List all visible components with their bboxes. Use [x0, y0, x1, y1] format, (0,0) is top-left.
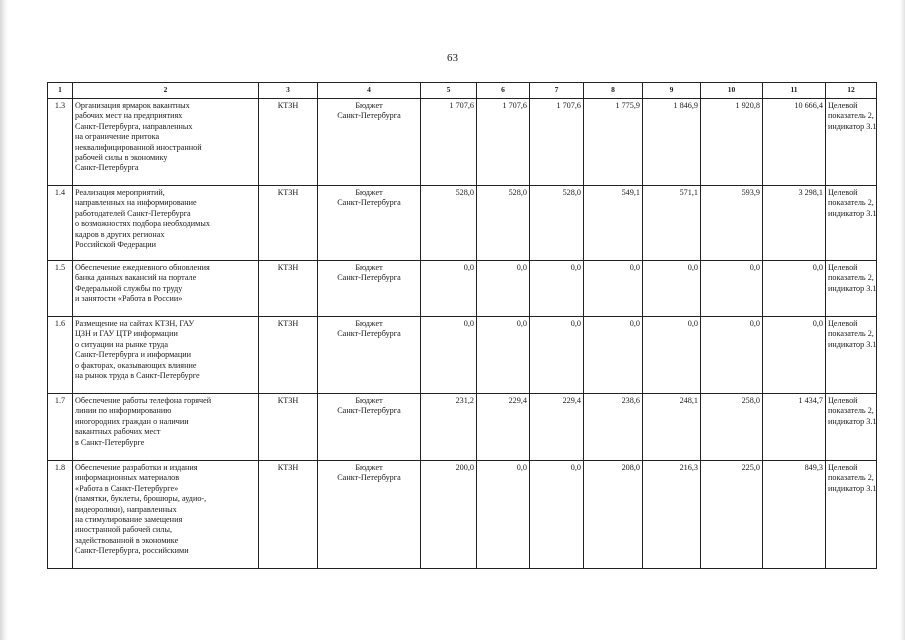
indicator-line: Целевой [828, 319, 858, 328]
indicator-line: Целевой [828, 463, 858, 472]
value-col-8: 0,0 [584, 261, 643, 317]
measure-name-line: кадров в других регионах [75, 229, 165, 239]
value-col-10: 258,0 [701, 394, 763, 461]
value-col-7: 528,0 [530, 186, 584, 261]
table-body [48, 99, 877, 569]
measure-name-line: иностранной рабочей силы, [75, 525, 172, 535]
table-row [48, 186, 877, 261]
funding-source-line: Санкт-Петербурга [337, 329, 401, 339]
indicator-line: показатель 2, [828, 406, 874, 416]
value-col-8: 208,0 [584, 461, 643, 569]
header-col-7: 7 [530, 83, 584, 99]
scan-right-edge-shadow [900, 0, 905, 640]
measure-name-line: о ситуации на рынке труда [75, 339, 168, 349]
measure-name-line: ЦЗН и ГАУ ЦТР информации [75, 329, 178, 339]
measure-name-line: на ограничение притока [75, 132, 160, 142]
value-col-5: 0,0 [421, 317, 477, 394]
funding-source-line: Бюджет [355, 396, 383, 405]
executor: КТЗН [259, 186, 318, 261]
measure-name-line: Реализация мероприятий, [75, 188, 165, 197]
funding-source-line: Бюджет [355, 463, 383, 472]
measure-name-line: в Санкт-Петербурге [75, 437, 145, 447]
executor: КТЗН [259, 461, 318, 569]
funding-source-line: Бюджет [355, 263, 383, 272]
indicator [826, 317, 877, 394]
indicator-line: показатель 2, [828, 329, 874, 339]
measure-name-line: рабочей силы в экономику [75, 153, 168, 163]
indicator-line: Целевой [828, 263, 858, 272]
value-col-9: 1 846,9 [643, 99, 701, 186]
measure-name-line: вакантных рабочих мест [75, 427, 161, 437]
funding-source-line: Бюджет [355, 188, 383, 197]
table-row [48, 99, 877, 186]
table-row [48, 261, 877, 317]
table-row [48, 461, 877, 569]
measure-name-line: Санкт-Петербурга и информации [75, 350, 192, 360]
measure-name-line: неквалифицированной иностранной [75, 142, 202, 152]
indicator [826, 186, 877, 261]
indicator-line: Целевой [828, 188, 858, 197]
value-col-8: 1 775,9 [584, 99, 643, 186]
value-col-10: 593,9 [701, 186, 763, 261]
measure-name-line: Российской Федерации [75, 240, 157, 250]
measure-name-line: рабочих мест на предприятиях [75, 111, 183, 121]
value-col-9: 0,0 [643, 261, 701, 317]
value-total: 1 434,7 [763, 394, 826, 461]
value-col-5: 528,0 [421, 186, 477, 261]
value-col-10: 1 920,8 [701, 99, 763, 186]
header-col-4: 4 [318, 83, 421, 99]
measure-name-line: на рынок труда в Санкт-Петербурге [75, 371, 200, 381]
funding-source-line: Санкт-Петербурга [337, 273, 401, 283]
measure-name [73, 394, 259, 461]
funding-source-line: Санкт-Петербурга [337, 406, 401, 416]
measure-name-line: линии по информированию [75, 406, 172, 416]
measure-name-line: Санкт-Петербурга, российскими [75, 546, 189, 556]
indicator-line: индикатор 3.1 [828, 339, 877, 349]
value-col-9: 248,1 [643, 394, 701, 461]
value-col-5: 231,2 [421, 394, 477, 461]
measure-name-line: Обеспечение работы телефона горячей [75, 396, 212, 405]
funding-source-line: Санкт-Петербурга [337, 473, 401, 483]
header-col-8: 8 [584, 83, 643, 99]
value-col-5: 1 707,6 [421, 99, 477, 186]
indicator-line: индикатор 3.1 [828, 208, 877, 218]
value-col-6: 528,0 [477, 186, 530, 261]
measure-name [73, 461, 259, 569]
indicator [826, 461, 877, 569]
value-col-5: 200,0 [421, 461, 477, 569]
header-col-6: 6 [477, 83, 530, 99]
header-col-2: 2 [73, 83, 259, 99]
row-number: 1.7 [48, 394, 73, 461]
value-col-7: 0,0 [530, 461, 584, 569]
measure-name [73, 317, 259, 394]
value-total: 0,0 [763, 261, 826, 317]
value-total: 3 298,1 [763, 186, 826, 261]
measure-name-line: работодателей Санкт-Петербурга [75, 208, 191, 218]
measure-name-line: информационных материалов [75, 473, 180, 483]
row-number: 1.5 [48, 261, 73, 317]
value-col-8: 0,0 [584, 317, 643, 394]
header-col-9: 9 [643, 83, 701, 99]
funding-source [318, 461, 421, 569]
header-col-3: 3 [259, 83, 318, 99]
funding-source [318, 317, 421, 394]
header-row [48, 83, 877, 99]
measure-name [73, 186, 259, 261]
row-number: 1.3 [48, 99, 73, 186]
value-col-5: 0,0 [421, 261, 477, 317]
value-col-9: 216,3 [643, 461, 701, 569]
indicator-line: показатель 2, [828, 273, 874, 283]
indicator-line: индикатор 3.1 [828, 121, 877, 131]
measure-name-line: о возможностях подбора необходимых [75, 219, 210, 229]
indicator-line: Целевой [828, 101, 858, 110]
measure-name-line: задействованной в экономике [75, 535, 179, 545]
value-col-7: 1 707,6 [530, 99, 584, 186]
measure-name-line: Размещение на сайтах КТЗН, ГАУ [75, 319, 195, 328]
value-col-6: 0,0 [477, 261, 530, 317]
indicator-line: индикатор 3.1 [828, 416, 877, 426]
table-header [48, 83, 877, 99]
executor: КТЗН [259, 317, 318, 394]
funding-source [318, 261, 421, 317]
row-number: 1.6 [48, 317, 73, 394]
measure-name [73, 99, 259, 186]
measure-name-line: «Работа в Санкт-Петербурге» [75, 483, 179, 493]
indicator-line: индикатор 3.1 [828, 283, 877, 293]
indicator-line: Целевой [828, 396, 858, 405]
executor: КТЗН [259, 394, 318, 461]
measure-name-line: Организация ярмарок вакантных [75, 101, 190, 110]
scan-left-edge-shadow [0, 0, 8, 640]
indicator-line: показатель 2, [828, 198, 874, 208]
value-col-6: 1 707,6 [477, 99, 530, 186]
measure-name-line: на стимулирование замещения [75, 515, 183, 525]
value-col-7: 0,0 [530, 261, 584, 317]
header-col-12: 12 [826, 83, 877, 99]
measure-name-line: о факторах, оказывающих влияние [75, 360, 197, 370]
funding-source-line: Бюджет [355, 101, 383, 110]
measure-name-line: Обеспечение разработки и издания [75, 463, 198, 472]
value-col-10: 225,0 [701, 461, 763, 569]
value-col-6: 229,4 [477, 394, 530, 461]
measure-name [73, 261, 259, 317]
executor: КТЗН [259, 261, 318, 317]
indicator-line: показатель 2, [828, 473, 874, 483]
indicator [826, 394, 877, 461]
value-total: 849,3 [763, 461, 826, 569]
row-number: 1.4 [48, 186, 73, 261]
value-col-8: 238,6 [584, 394, 643, 461]
funding-source [318, 186, 421, 261]
indicator [826, 261, 877, 317]
funding-source-line: Санкт-Петербурга [337, 111, 401, 121]
value-col-8: 549,1 [584, 186, 643, 261]
measure-name-line: Обеспечение ежедневного обновления [75, 263, 210, 272]
funding-source [318, 394, 421, 461]
funding-source-line: Бюджет [355, 319, 383, 328]
measure-name-line: направленных на информирование [75, 198, 197, 208]
table-row [48, 394, 877, 461]
funding-source-line: Санкт-Петербурга [337, 198, 401, 208]
measure-name-line: (памятки, буклеты, брошюры, аудио-, [75, 494, 207, 504]
measure-name-line: банка данных вакансий на портале [75, 273, 197, 283]
budget-table [47, 82, 877, 569]
executor: КТЗН [259, 99, 318, 186]
value-col-7: 229,4 [530, 394, 584, 461]
indicator [826, 99, 877, 186]
value-total: 10 666,4 [763, 99, 826, 186]
indicator-line: индикатор 3.1 [828, 483, 877, 493]
header-col-5: 5 [421, 83, 477, 99]
table-row [48, 317, 877, 394]
header-col-11: 11 [763, 83, 826, 99]
header-col-10: 10 [701, 83, 763, 99]
value-col-10: 0,0 [701, 261, 763, 317]
value-col-9: 0,0 [643, 317, 701, 394]
row-number: 1.8 [48, 461, 73, 569]
value-col-7: 0,0 [530, 317, 584, 394]
measure-name-line: видеоролики), направленных [75, 504, 177, 514]
value-col-6: 0,0 [477, 461, 530, 569]
measure-name-line: Санкт-Петербурга [75, 163, 139, 173]
value-col-9: 571,1 [643, 186, 701, 261]
value-col-10: 0,0 [701, 317, 763, 394]
value-total: 0,0 [763, 317, 826, 394]
measure-name-line: и занятости «Работа в России» [75, 294, 183, 304]
funding-source [318, 99, 421, 186]
value-col-6: 0,0 [477, 317, 530, 394]
header-col-1: 1 [48, 83, 73, 99]
measure-name-line: Федеральной службы по труду [75, 283, 183, 293]
indicator-line: показатель 2, [828, 111, 874, 121]
page-number: 63 [447, 52, 458, 64]
measure-name-line: Санкт-Петербурга, направленных [75, 121, 193, 131]
measure-name-line: иногородних граждан о наличии [75, 416, 189, 426]
